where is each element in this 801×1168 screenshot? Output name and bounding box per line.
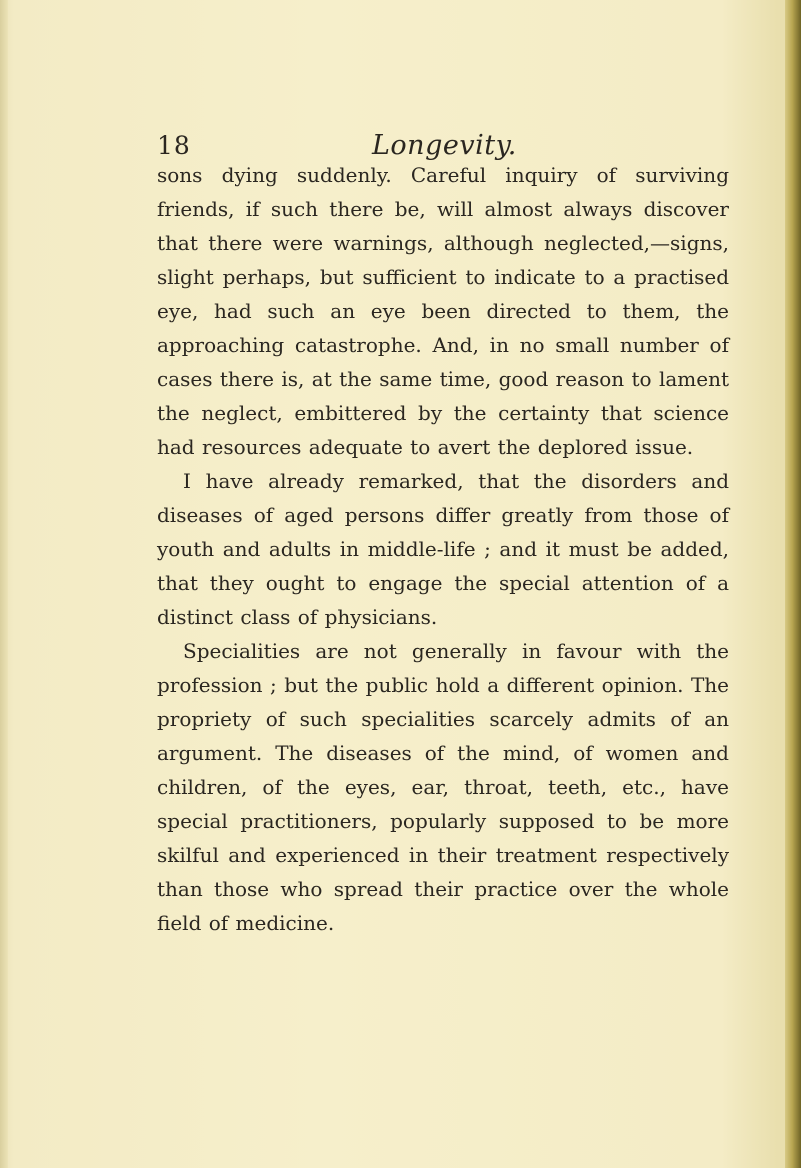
page-right-edge [785, 0, 801, 1168]
paragraph-continued: sons dying suddenly. Careful inquiry of surviving friends, if such there be, will almost always discover that there were warnings, although neglected,—signs, slight perhaps, but sufficient to indicate to a practised eye, had such an eye been directed to them, the approaching catastrophe. And, in no small number of cases there is, at the same time, good reason to lament the neglect, embittered by the certainty that science had resources adequate to avert the deplored issue. [157, 163, 729, 459]
page-number: 18 [157, 131, 191, 160]
paragraph-disorders: I have already remarked, that the disorders and diseases of aged persons differ greatly from those of youth and adults in middle-life ; and it must be added, that they ought to engage the special attention of a distinct class of physicians. [157, 469, 729, 629]
body-text [157, 158, 729, 940]
running-title: Longevity. [372, 130, 517, 161]
paragraph-specialities: Specialities are not generally in favour with the profession ; but the public hold a different opinion. The propriety of such specialities scarcely admits of an argument. The diseases of the mind, of women and children, of the eyes, ear, throat, teeth, etc., have special practitioners, popularly supposed to be more skilful and experienced in their treatment respectively than those who spread their practice over the whole field of medicine. [157, 639, 729, 935]
page-left-edge [0, 0, 8, 1168]
